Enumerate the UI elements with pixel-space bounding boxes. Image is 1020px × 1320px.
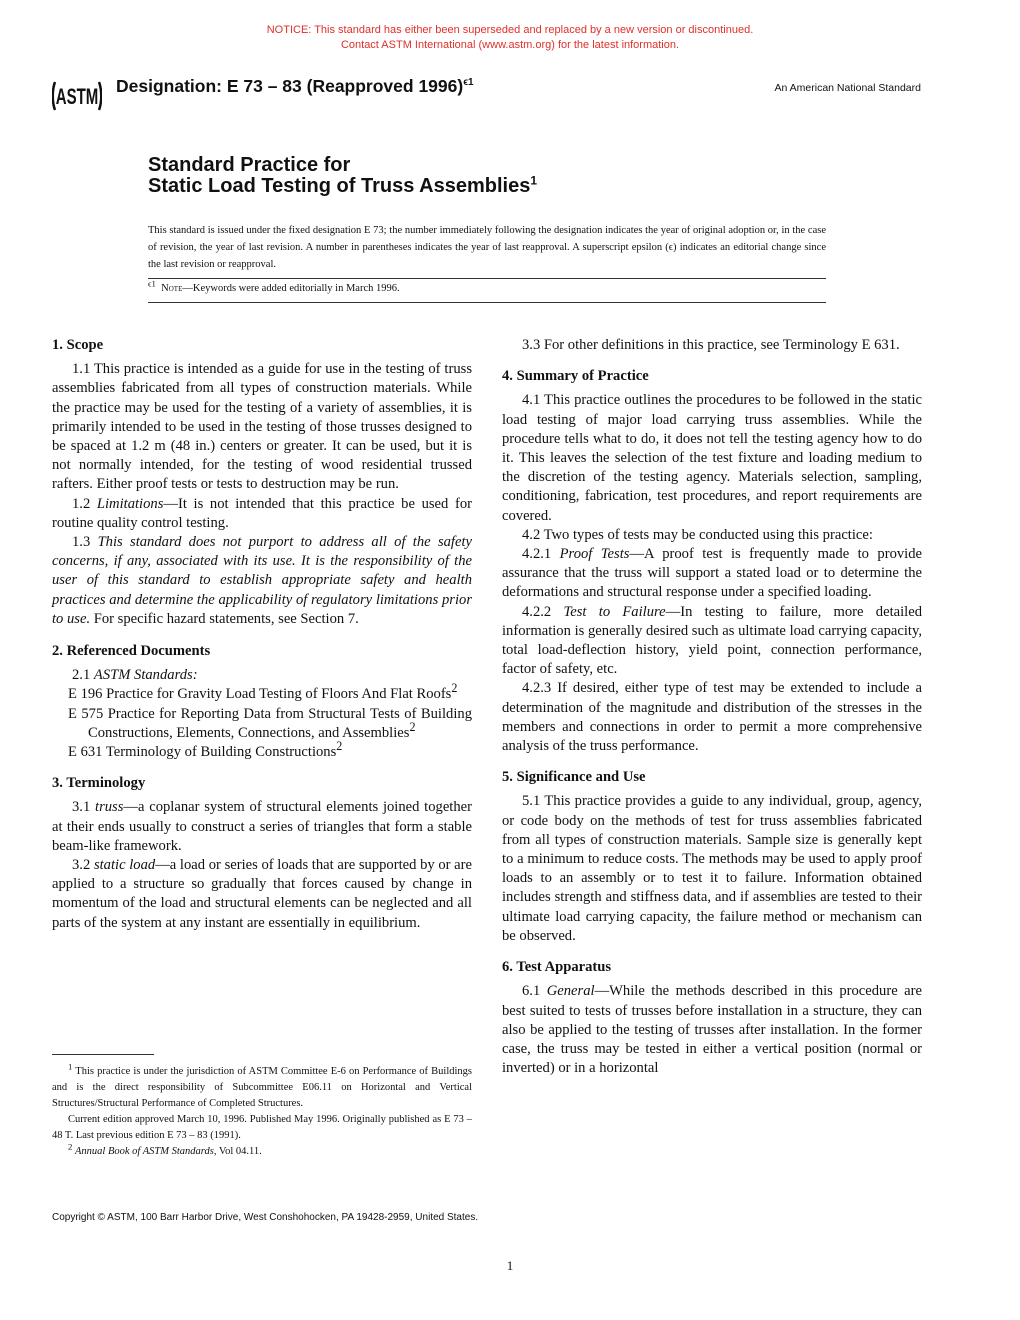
section-heading: 5. Significance and Use xyxy=(502,769,646,786)
paragraph: 5.1 This practice provides a guide to any individual, group, agency, or code body on the methods of test for truss assemblies fabricated from all types of construction materials. Sample size is generally kept to a minimum to reduce costs. The methods may be used to apply proof loads to an assembly or to test it to failure. Information obtained includes strength and stiffness data, and if assemblies are tested to their ultimate load carrying capacity, the failure method or mechanism can be observed. xyxy=(502,793,922,944)
designation: Designation: E 73 – 83 (Reapproved 1996)$^{\epsilon 1}$ xyxy=(116,76,474,96)
footnote-divider xyxy=(52,1054,154,1055)
footnote: $^1$ This practice is under the jurisdiction of ASTM Committee E-6 on Performance of Buildings and is the direct responsibility of Subcommittee E06.11 on Horizontal and Vertical Structures/Structural Performance of Completed Structures. xyxy=(52,1061,473,1109)
astm-logo xyxy=(52,74,102,118)
section-heading: 6. Test Apparatus xyxy=(502,959,612,976)
reference-item: E 575 Practice for Reporting Data from Structural Tests of Building Constructions, Elements, Connections, and Assemblies$^2$ xyxy=(68,705,472,741)
notice-line-1: NOTICE: This standard has either been superseded and replaced by a new version or discontinued. xyxy=(266,24,754,36)
issuance-statement: This standard is issued under the fixed designation E 73; the number immediately following the designation indicates the year of original adoption or, in the case of revision, the year of last revision. A number in parentheses indicates the year of last reapproval. A superscript epsilon (ϵ) indicates an editorial change since the last revision or reapproval. xyxy=(148,225,826,270)
divider-bottom xyxy=(148,302,826,303)
paragraph: 1.1 This practice is intended as a guide for use in the testing of truss assemblies fabricated from all types of construction materials. While the practice may be used for the testing of a variety of assemblies, it is primarily intended to be used in the testing of those trusses designed to be spaced at 1.2 m (48 in.) centers or greater. It can be used, but it is not normally intended, for the testing of wood residential trussed rafters. Either proof tests or tests to destruction may be run. xyxy=(52,361,472,493)
national-standard-label: An American National Standard xyxy=(774,82,921,94)
reference-item: E 631 Terminology of Building Constructions$^2$ xyxy=(68,739,343,761)
astm-logo-text: ASTM xyxy=(55,85,99,110)
page-number: 1 xyxy=(506,1258,514,1273)
paragraph: 4.2 Two types of tests may be conducted using this practice: xyxy=(522,526,873,543)
footnotes xyxy=(52,1061,473,1160)
title-line-2: Static Load Testing of Truss Assemblies$^1$ xyxy=(148,173,538,197)
right-column xyxy=(502,336,922,1078)
paragraph: 3.2 static load—a load or series of loads that are supported by or are applied to a structure so gradually that forces caused by change in momentum of the load and structural elements can be neglected and all parts of the system at any instant are essentially in equilibrium. xyxy=(52,857,472,931)
title-line-1: Standard Practice for xyxy=(148,154,351,176)
epsilon-note: $^{\epsilon 1}$ Note—Keywords were added editorially in March 1996. xyxy=(148,278,400,294)
paragraph: 1.3 This standard does not purport to address all of the safety concerns, if any, associated with its use. It is the responsibility of the user of this standard to establish appropriate safety and health practices and determine the applicability of regulatory limitations prior to use. For specific hazard statements, see Section 7. xyxy=(52,534,472,627)
section-heading: 1. Scope xyxy=(52,337,104,353)
paragraph: 4.2.1 Proof Tests—A proof test is frequently made to provide assurance that the truss will support a stated load or to determine the deformations and structural response under a specified loading. xyxy=(502,546,923,601)
left-column xyxy=(52,336,472,933)
paragraph: 1.2 Limitations—It is not intended that this practice be used for routine quality control testing. xyxy=(52,495,472,531)
paragraph: 4.1 This practice outlines the procedures to be followed in the static load testing of major load carrying truss assemblies. While the procedure tells what to do, it does not tell the testing agency how to do it. This leaves the selection of the test fixture and loading medium to the discretion of the testing agency. Materials selection, sampling, conditioning, fabrication, test procedures, and report requirements are covered. xyxy=(502,392,922,524)
paragraph: 3.3 For other definitions in this practice, see Terminology E 631. xyxy=(522,337,900,353)
paragraph: 3.1 truss—a coplanar system of structural elements joined together at their ends usually to construct a series of triangles that form a stable beam-like framework. xyxy=(52,799,472,854)
section-heading: 3. Terminology xyxy=(52,775,146,792)
reference-item: E 196 Practice for Gravity Load Testing of Floors And Flat Roofs$^2$ xyxy=(68,681,458,703)
divider-top xyxy=(148,278,826,279)
section-heading: 2. Referenced Documents xyxy=(52,643,211,660)
footnote: Current edition approved March 10, 1996. Published May 1996. Originally published as E 73 – 48 T. Last previous edition E 73 – 83 (1991). xyxy=(52,1114,472,1141)
footnote: $^2$ Annual Book of ASTM Standards, Vol 04.11. xyxy=(68,1141,262,1157)
notice-line-2: Contact ASTM International (www.astm.org) for the latest information. xyxy=(340,39,680,51)
paragraph: 2.1 ASTM Standards: xyxy=(72,667,198,684)
section-heading: 4. Summary of Practice xyxy=(502,368,649,385)
copyright: Copyright © ASTM, 100 Barr Harbor Drive, West Conshohocken, PA 19428-2959, United States. xyxy=(52,1212,479,1223)
paragraph: 4.2.3 If desired, either type of test may be extended to include a determination of the magnitude and distribution of the stresses in the members and connections in order to permit a more comprehensive analysis of the truss performance. xyxy=(502,680,922,755)
paragraph: 4.2.2 Test to Failure—In testing to failure, more detailed information is generally desired such as ultimate load carrying capacity, total load-deflection history, yield point, connection performance, factor of safety, etc. xyxy=(502,603,922,678)
paragraph: 6.1 General—While the methods described in this procedure are best suited to tests of trusses before installation in a structure, they can also be applied to the testing of trusses after installation. In the former case, the truss may be tested in either a vertical position (normal or inverted) or in a horizontal xyxy=(502,983,922,1077)
